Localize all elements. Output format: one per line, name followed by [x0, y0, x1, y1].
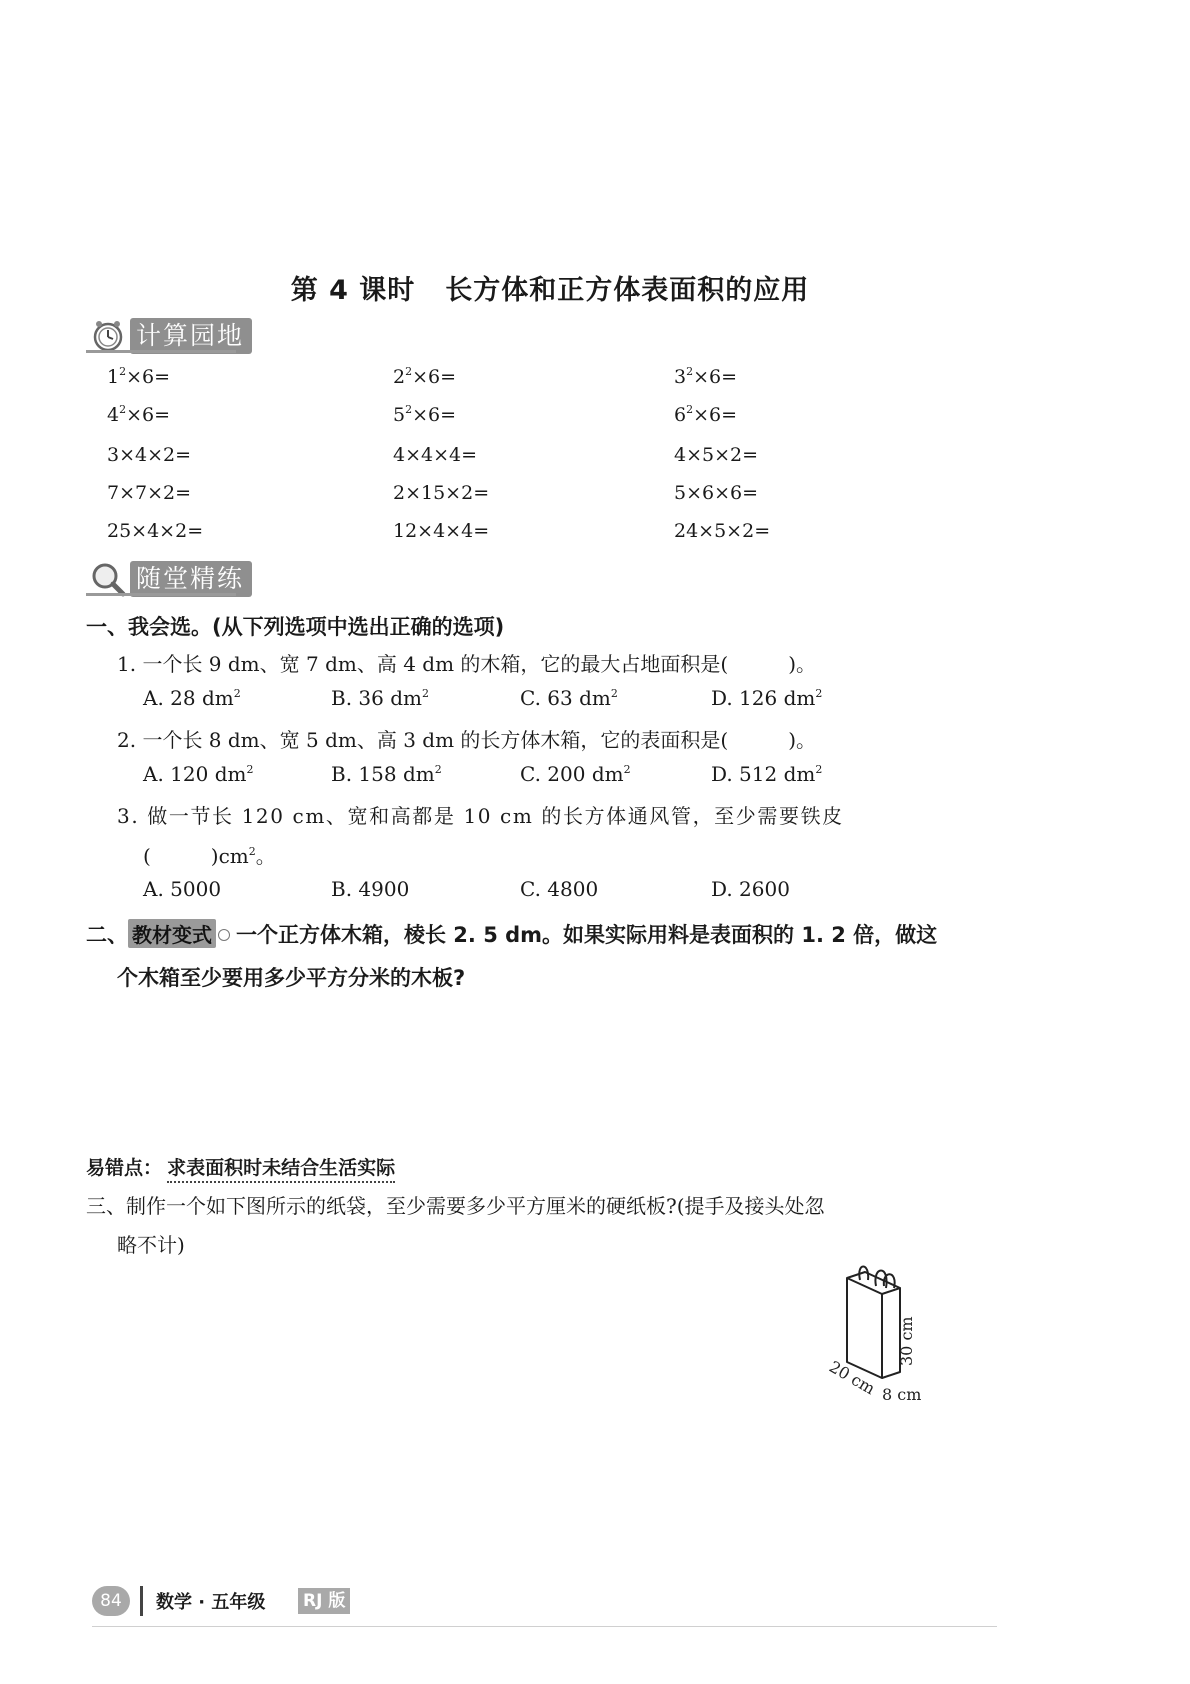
calc-item: 2×15×2= [393, 482, 490, 504]
calc-item: 7×7×2= [107, 482, 192, 504]
question-1: 1. 一个长 9 dm、宽 7 dm、高 4 dm 的木箱，它的最大占地面积是( )。 [117, 652, 817, 676]
footer-subject: 数学 · 五年级 [156, 1592, 266, 1613]
height-label: 30 cm [897, 1316, 916, 1366]
option-b: B. 36 $dm^2$ [331, 686, 429, 710]
part1-heading: 一、我会选。(从下列选项中选出正确的选项) [86, 615, 505, 639]
question-2: 2. 一个长 8 dm、宽 5 dm、高 3 dm 的长方体木箱，它的表面积是( )。 [117, 728, 817, 752]
badge-dot-icon [218, 929, 230, 941]
calc-row [107, 444, 857, 474]
page-number: 84 [92, 1586, 130, 1616]
section-practice-label: 随堂精练 [130, 561, 252, 597]
calc-row [107, 366, 857, 396]
calc-row [107, 404, 857, 434]
calc-item: 12×4×4= [393, 520, 490, 542]
option-d: D. 2600 [711, 877, 790, 901]
calc-item: 24×5×2= [674, 520, 771, 542]
option-a: A. 120 $dm^2$ [143, 762, 254, 786]
option-c: C. 4800 [520, 877, 599, 901]
lesson-title [0, 268, 1100, 307]
common-mistake-note [86, 1153, 395, 1180]
calc-item: $5^2\times 6=$ [393, 403, 457, 426]
option-b: B. 4900 [331, 877, 410, 901]
calc-item: 25×4×2= [107, 520, 204, 542]
lesson-number: 第 4 课时 [290, 275, 416, 306]
alarm-clock-icon [90, 318, 126, 354]
question-2-options [143, 762, 903, 790]
lesson-topic: 长方体和正方体表面积的应用 [445, 275, 810, 306]
option-a: A. 5000 [143, 877, 222, 901]
part2-text: 一个正方体木箱，棱长 2. 5 dm。如果实际用料是表面积的 1. 2 倍，做这 [236, 923, 938, 947]
length-label: 20 cm [826, 1357, 879, 1399]
footer-edition-badge: RJ 版 [298, 1588, 350, 1614]
section-calc-underline [86, 350, 236, 353]
section-calc-label: 计算园地 [130, 318, 252, 354]
section-practice-banner [86, 561, 286, 597]
textbook-variant-badge: 教材变式 [128, 919, 216, 948]
width-label: 8 cm [882, 1385, 922, 1404]
calc-item: $6^2\times 6=$ [674, 403, 738, 426]
part3-line2: 略不计) [117, 1233, 185, 1257]
option-b: B. 158 $dm^2$ [331, 762, 442, 786]
part2-line2: 个木箱至少要用多少平方分米的木板? [117, 966, 466, 990]
calc-item: $4^2\times 6=$ [107, 403, 171, 426]
calc-item: $1^2\times 6=$ [107, 365, 171, 388]
part2-prefix: 二、 [86, 923, 128, 947]
hint-text: 求表面积时未结合生活实际 [167, 1157, 395, 1183]
hint-label: 易错点： [86, 1157, 163, 1179]
calc-item: $3^2\times 6=$ [674, 365, 738, 388]
calc-item: $2^2\times 6=$ [393, 365, 457, 388]
footer-rule [92, 1626, 997, 1627]
part3-line1: 三、制作一个如下图所示的纸袋，至少需要多少平方厘米的硬纸板?(提手及接头处忽 [86, 1194, 825, 1218]
part2-line1 [86, 919, 937, 949]
calc-row [107, 482, 857, 512]
section-practice-underline [86, 593, 236, 596]
option-d: D. 512 $dm^2$ [711, 762, 823, 786]
calc-row [107, 520, 857, 550]
paper-bag-outline [847, 1267, 900, 1379]
calc-item: 4×5×2= [674, 444, 759, 466]
calc-item: 3×4×2= [107, 444, 192, 466]
paper-bag-figure [820, 1258, 930, 1410]
footer-divider [140, 1586, 143, 1616]
question-3-options [143, 877, 903, 905]
option-d: D. 126 $dm^2$ [711, 686, 823, 710]
option-c: C. 200 $dm^2$ [520, 762, 631, 786]
question-3-line1: 3. 做一节长 120 cm、宽和高都是 10 cm 的长方体通风管，至少需要铁皮 [117, 804, 844, 828]
option-a: A. 28 $dm^2$ [143, 686, 241, 710]
question-3-line2: ( )$cm^2$。 [143, 844, 276, 868]
section-calc-banner [86, 318, 286, 354]
calc-item: 4×4×4= [393, 444, 478, 466]
question-1-options [143, 686, 903, 714]
calc-item: 5×6×6= [674, 482, 759, 504]
option-c: C. 63 $dm^2$ [520, 686, 618, 710]
magnifier-icon [90, 561, 126, 597]
